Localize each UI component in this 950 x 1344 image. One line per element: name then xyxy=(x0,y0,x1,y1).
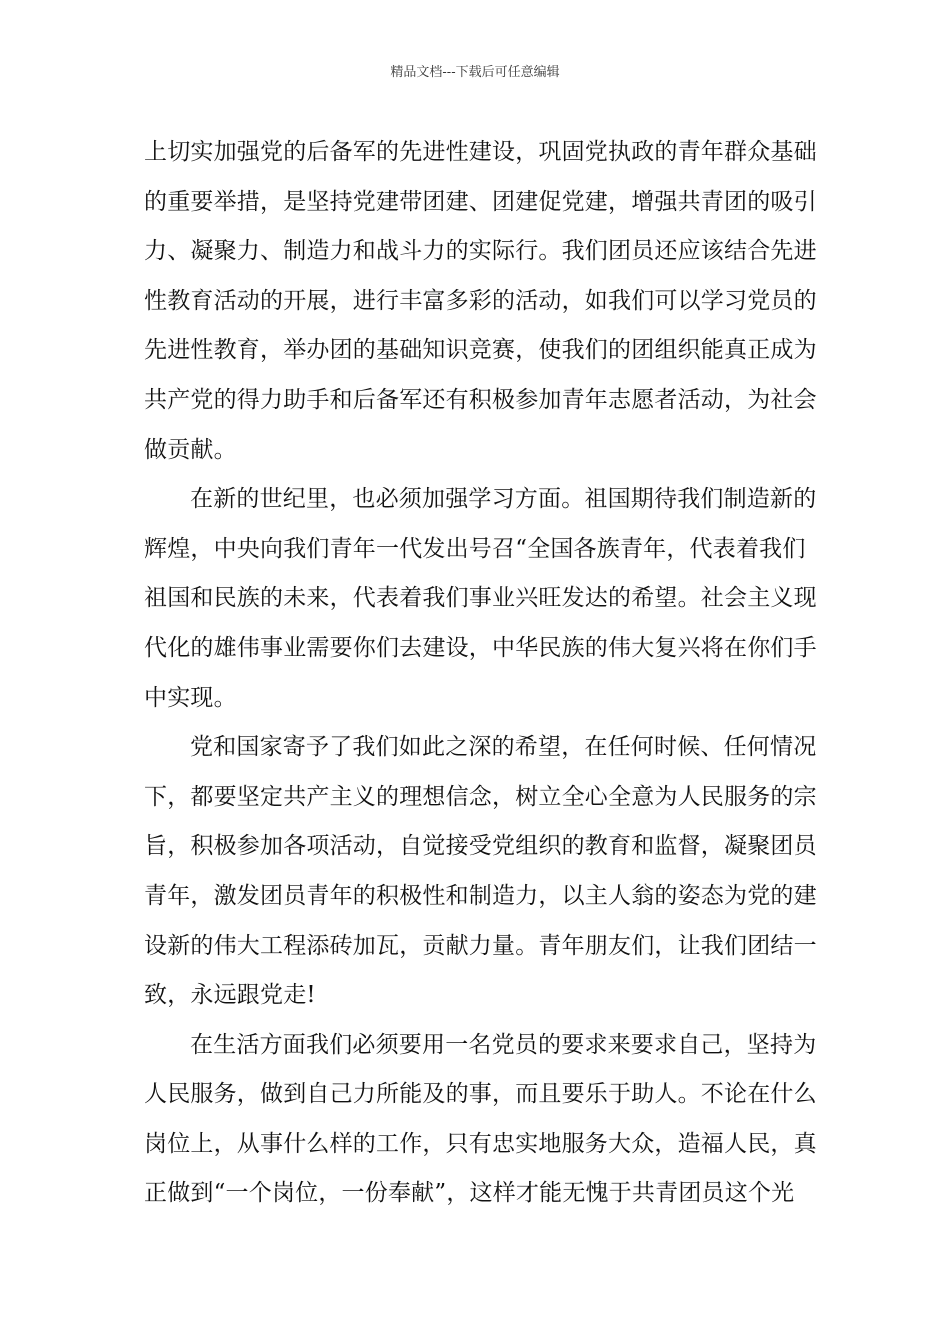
text-line: 性教育活动的开展，进行丰富多彩的活动，如我们可以学习党员的 xyxy=(144,287,817,314)
paragraph-first-line: 在生活方面我们必须要用一名党员的要求来要求自己，坚持为 xyxy=(190,1031,817,1058)
text-line: 上切实加强党的后备军的先进性建设，巩固党执政的青年群众基础 xyxy=(144,139,817,165)
text-line: 设新的伟大工程添砖加瓦，贡献力量。青年朋友们，让我们团结一 xyxy=(144,932,817,959)
text-line: 的重要举措，是坚持党建带团建、团建促党建，增强共青团的吸引 xyxy=(144,188,817,215)
text-line: 共产党的得力助手和后备军还有积极参加青年志愿者活动，为社会 xyxy=(144,386,817,413)
text-line: 岗位上，从事什么样的工作，只有忠实地服务大众，造福人民，真 xyxy=(144,1130,817,1157)
text-line: 青年，激发团员青年的积极性和制造力，以主人翁的姿态为党的建 xyxy=(144,882,817,909)
text-line: 辉煌，中央向我们青年一代发出号召“全国各族青年，代表着我们 xyxy=(144,535,806,562)
text-line: 下，都要坚定共产主义的理想信念，树立全心全意为人民服务的宗 xyxy=(144,783,817,810)
text-line: 先进性教育，举办团的基础知识竞赛，使我们的团组织能真正成为 xyxy=(144,337,817,364)
text-line: 中实现。 xyxy=(144,684,237,711)
text-line: 正做到“一个岗位，一份奉献”，这样才能无愧于共青团员这个光 xyxy=(144,1180,795,1207)
text-line: 做贡献。 xyxy=(144,436,237,463)
page-header: 精品文档---下载后可任意编辑 xyxy=(390,65,560,80)
text-line: 旨，积极参加各项活动，自觉接受党组织的教育和监督，凝聚团员 xyxy=(144,833,817,860)
paragraph-first-line: 在新的世纪里，也必须加强学习方面。祖国期待我们制造新的 xyxy=(190,486,817,513)
text-line: 代化的雄伟事业需要你们去建设，中华民族的伟大复兴将在你们手 xyxy=(144,634,817,661)
text-line: 祖国和民族的未来，代表着我们事业兴旺发达的希望。社会主义现 xyxy=(144,585,817,612)
text-line: 力、凝聚力、制造力和战斗力的实际行。我们团员还应该结合先进 xyxy=(144,238,817,265)
text-line: 致，永远跟党走! xyxy=(144,982,316,1009)
text-line: 人民服务，做到自己力所能及的事，而且要乐于助人。不论在什么 xyxy=(144,1081,817,1108)
document-body xyxy=(144,128,817,1219)
paragraph-first-line: 党和国家寄予了我们如此之深的希望，在任何时候、任何情况 xyxy=(190,734,817,761)
